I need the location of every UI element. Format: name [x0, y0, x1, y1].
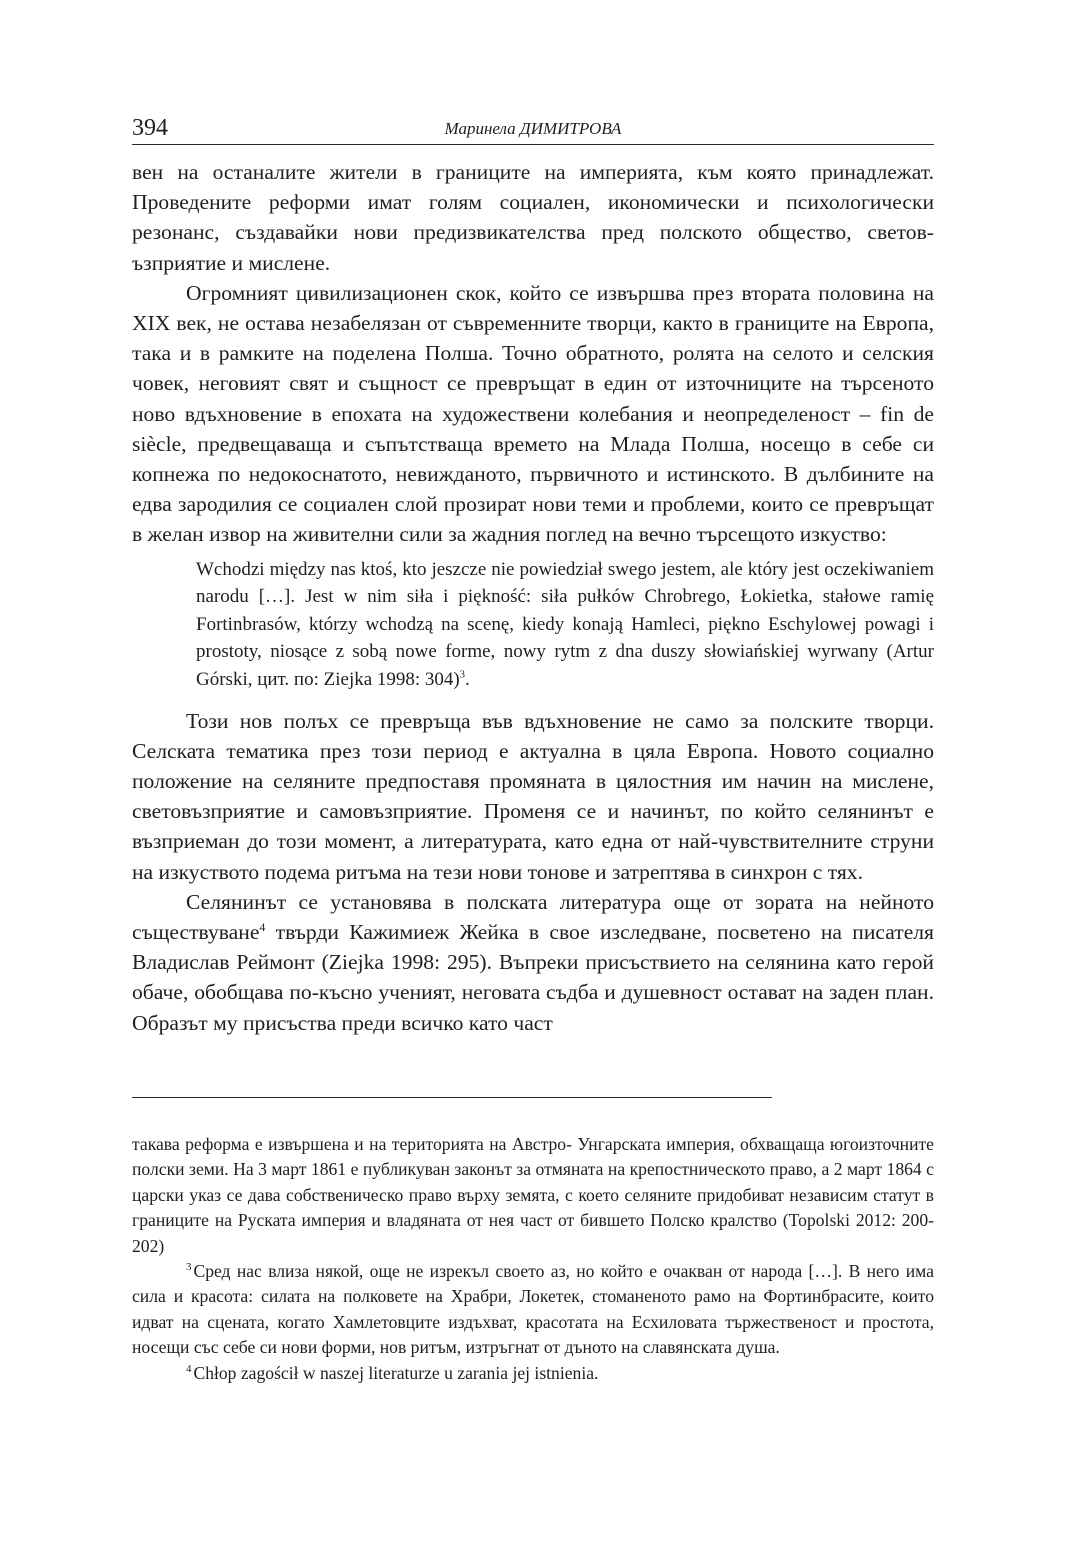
paragraph-3: Този нов полъх се превръща във вдъхновение не само за полските творци. Селската тематика през този период е актуална в цяла Европа. Новото социално положение на селяните предпоставя промяната в цялостния им начин на мислене, световъзприятие и самовъзприятие. Променя се и начинът, по който селянинът е възприеман до този момент, а литературата, като една от най-чувствителните струни на изкуството подема ритъма на тези нови тонове и затрептява в синхрон с тях.	[132, 708, 934, 884]
footnote-3	[132, 1259, 934, 1361]
paragraph-4-part-1: Селянинът се установява в полската литература още от зората на нейното съществуване	[132, 889, 934, 945]
footnote-ref-4[interactable]: 4	[259, 919, 266, 934]
running-title: Маринела ДИМИТРОВА	[444, 119, 622, 138]
footnotes	[132, 1132, 934, 1386]
footnote-4-mark: 4	[186, 1362, 192, 1375]
paragraph-4	[132, 887, 934, 1038]
footnote-separator	[132, 1097, 772, 1098]
footnote-3-mark: 3	[186, 1261, 192, 1274]
page-number: 394	[132, 115, 168, 141]
block-quote	[196, 556, 934, 698]
footnote-4-text: Chłop zagościł w naszej literaturze u zarania jej istnienia.	[193, 1362, 599, 1383]
page-header	[132, 108, 934, 145]
main-text	[132, 157, 934, 1038]
footnote-ref-3[interactable]: 3	[459, 669, 465, 681]
footnote-3-text: Сред нас влиза някой, още не изрекъл своето аз, но който е очакван от народа […]. В него има сила и красота: силата на полковете на Храбри, Локетек, стоманеното рамо на Фортинбрасите, които идват на сцената, когато Хамлетовците издъхват, красотата на Есхиловата тържественост и простота, носещи със себе си нови форми, нов ритъм, изтръгнат от дъното на славянската душа.	[132, 1261, 934, 1358]
paragraph-1: вен на останалите жители в границите на империята, към която принадлежат. Проведените реформи имат голям социален, икономически и психологически резонанс, създавайки нови предизвикателства пред полското общество, световъзприятие и мислене.	[132, 160, 934, 275]
footnote-4	[132, 1361, 934, 1386]
block-quote-end: .	[464, 669, 470, 691]
block-quote-text: Wchodzi między nas ktoś, kto jeszcze nie powiedział swego jestem, ale który jest oczekiwaniem narodu […]. Jest w nim siła i piękność: siła pułków Chrobrego, Łokietka, stałowe ramię Fortinbrasów, którzy wchodzą na scenę, kiedy konają Hamleci, piękno Eschylowej powagi i prostoty, niosące z sobą nowe forme, nowy rytm z dna duszy słowiańskiej wyrwany (Artur Górski, цит. по: Ziejka 1998: 304)	[196, 558, 934, 691]
paragraph-2: Огромният цивилизационен скок, който се извършва през втората половина на XIX век, не остава незабелязан от съвременните творци, както в границите на Европа, така и в рамките на поделена Полша. Точно обратното, ролята на селото и селския човек, неговият свят и същност се превръщат в един от източниците на търсеното ново вдъхновение в епохата на художествени колебания и неопределеност – fin de siècle, предвещаваща и съпътстваща времето на Млада Полша, носещо в себе си копнежа по недокоснатото, невижданото, първичното и истинското. В дълбините на едва зародилия се социален слой прозират нови теми и проблеми, които се превръщат в желан извор на живителни сили за жадния поглед на вечно търсещото изкуство:	[132, 280, 934, 547]
footnote-continued: такава реформа е извършена и на територията на Австро- Унгарската империя, обхващаща югоизточните полски земи. На 3 март 1861 е публикуван законът за отмяната на крепостническото право, а 2 март 1864 с царски указ се дава собственическо право върху земята, с което селяните придобиват независим статут в границите на Руската империя и владяната от нея част от бившето Полско кралство (Topolski 2012: 200-202)	[132, 1134, 934, 1256]
paragraph-4-part-2: твърди Кажимиеж Жейка в свое изследване, посветено на писателя Владислав Реймонт (Ziejka 1998: 295). Въпреки присъствието на селянина като герой обаче, обобщава по-късно ученият, неговата съдба и душевност остават на заден план. Образът му присъства преди всичко като част	[132, 920, 934, 1035]
